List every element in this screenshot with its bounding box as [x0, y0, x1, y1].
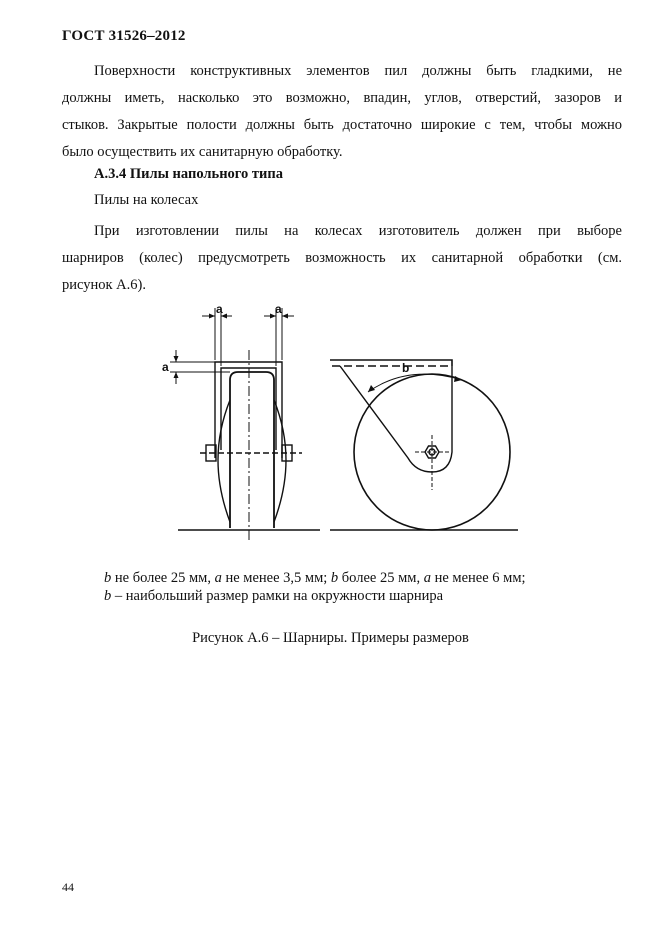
label-a-right: a: [275, 302, 282, 316]
paragraph-line: должны иметь, насколько это возможно, впадин, углов, отверстий, зазоров и: [62, 90, 622, 106]
figure-a6: [160, 300, 520, 545]
paragraph-line: При изготовлении пилы на колесах изготовитель должен при выборе: [94, 223, 622, 239]
symbol-b: b: [104, 570, 112, 586]
paragraph-line: было осуществить их санитарную обработку.: [62, 144, 343, 160]
dim-arrowheads: [174, 314, 463, 393]
legend-text: более 25 мм,: [338, 570, 424, 586]
paragraph-line: Поверхности конструктивных элементов пил должны быть гладкими, не: [94, 63, 622, 79]
subheading: Пилы на колесах: [94, 192, 199, 208]
section-title: А.3.4 Пилы напольного типа: [94, 166, 283, 182]
caster-drawing: [160, 300, 520, 545]
legend-line-2: [104, 587, 526, 605]
fork: [340, 366, 452, 472]
legend-line-1: [104, 569, 526, 587]
label-a-vertical: a: [162, 360, 169, 374]
legend-text: не менее 3,5 мм;: [221, 570, 331, 586]
dim-b-arc: [368, 374, 462, 392]
paragraph-surfaces: [62, 58, 622, 166]
top-plate: [330, 360, 452, 366]
symbol-b: b: [330, 570, 339, 586]
wheel-side-view: [354, 374, 510, 530]
legend-text: – наибольший размер рамки на окружности шарнира: [111, 588, 444, 604]
label-b: b: [402, 361, 410, 375]
figure-legend: [104, 569, 526, 605]
legend-text: не менее 6 мм;: [430, 570, 526, 586]
document-header: ГОСТ 31526–2012: [62, 28, 186, 44]
wheel-front: [230, 372, 274, 528]
symbol-b: b: [104, 588, 112, 604]
wheel-side-left: [218, 400, 230, 522]
figure-caption: Рисунок А.6 – Шарниры. Примеры размеров: [192, 630, 469, 646]
label-a-left: a: [216, 302, 223, 316]
paragraph-wheels: [62, 218, 622, 299]
symbol-a: a: [214, 570, 222, 586]
page-number: 44: [62, 880, 74, 894]
paragraph-line: шарниров (колес) предусмотреть возможность их санитарной обработки (см.: [62, 250, 622, 266]
legend-text: не более 25 мм,: [111, 570, 215, 586]
paragraph-line: рисунок А.6).: [62, 277, 146, 293]
symbol-a: a: [423, 570, 431, 586]
paragraph-line: стыков. Закрытые полости должны быть достаточно широкие с тем, чтобы можно: [62, 117, 622, 133]
